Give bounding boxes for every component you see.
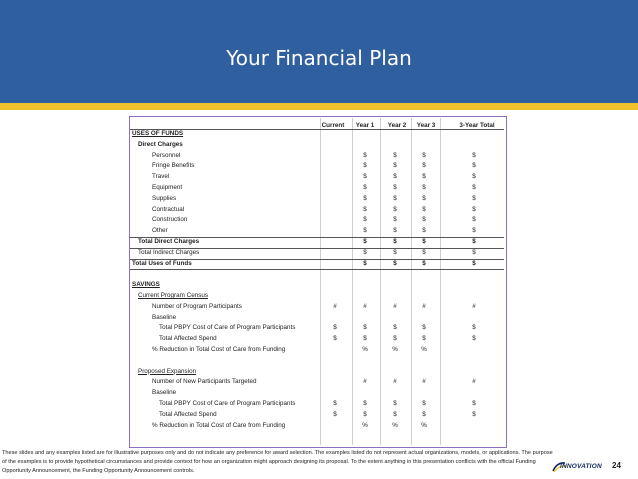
table-cell: $ [363,151,367,159]
row-label: Fringe Benefits [152,162,195,170]
table-cell: $ [422,410,426,418]
row-label: USES OF FUNDS [132,130,184,137]
row-label: Baseline [152,313,177,321]
table-cell: $ [472,162,476,170]
table-cell: $ [333,410,337,418]
table-cell: $ [393,335,397,343]
table-cell: $ [472,410,476,418]
row-separator [130,269,504,270]
table-cell: # [393,378,397,386]
table-cell: $ [363,194,367,202]
table-cell: $ [393,248,397,256]
row-label: Total Direct Charges [138,238,200,245]
row-label: Number of Program Participants [152,302,242,310]
row-label: % Reduction in Total Cost of Care from Funding [152,421,286,429]
row-label: Total Affected Spend [159,410,217,418]
table-cell: $ [393,173,397,181]
row-label: Travel [152,173,170,181]
row-label: Total PBPY Cost of Care of Program Participants [159,324,296,332]
table-cell: $ [363,400,367,407]
column-divider [380,118,381,445]
table-cell: $ [393,184,397,191]
column-header: 3-Year Total [459,122,495,129]
table-cell: $ [422,400,426,407]
table-cell: $ [333,324,337,332]
column-header: Current [321,122,345,129]
table-cell: $ [422,205,426,213]
row-label: Total Indirect Charges [138,248,200,256]
table-cell: $ [472,248,476,256]
table-cell: $ [422,259,426,267]
table-cell: # [422,378,426,386]
table-cell: $ [363,162,367,170]
table-cell: # [333,302,337,310]
column-divider [320,118,321,445]
table-cell: $ [393,238,397,245]
table-cell: $ [363,248,367,256]
row-label: Total Affected Spend [159,335,217,343]
table-cell: % [362,346,368,353]
table-cell: $ [472,400,476,407]
table-cell: $ [422,194,426,202]
row-label: % Reduction in Total Cost of Care from Funding [152,346,286,353]
row-label: Construction [152,216,188,224]
table-cell: % [362,421,368,429]
table-cell: $ [393,216,397,224]
table-cell: $ [422,324,426,332]
table-cell: # [472,378,476,386]
logo-text: INNOVATION [560,463,602,470]
page-number: 24 [612,461,621,470]
column-header: Year 1 [355,122,375,129]
table-cell: $ [472,238,476,245]
table-cell: $ [363,184,367,191]
slide-title: Your Financial Plan [226,46,412,70]
table-cell: $ [393,400,397,407]
table-cell: # [422,302,426,310]
table-cell: $ [363,335,367,343]
row-label: Personnel [152,151,181,159]
row-separator [130,237,504,238]
table-cell: $ [422,162,426,170]
header-stripe [0,103,638,110]
row-label: Total PBPY Cost of Care of Program Participants [159,400,296,407]
table-cell: % [421,421,427,429]
row-label: Contractual [152,205,185,213]
table-cell: $ [472,184,476,191]
table-cell: # [363,302,367,310]
table-cell: # [363,378,367,386]
table-cell: $ [472,324,476,332]
table-cell: $ [472,194,476,202]
row-label: Proposed Expansion [138,367,197,375]
table-cell: % [421,346,427,353]
table-cell: $ [363,205,367,213]
table-cell: % [392,421,398,429]
row-label: Supplies [152,194,177,202]
table-cell: $ [422,227,426,235]
row-separator [130,259,504,260]
table-cell: $ [422,173,426,181]
row-separator [130,248,504,249]
table-cell: $ [422,238,426,245]
row-label: Number of New Participants Targeted [152,378,257,386]
table-cell: $ [393,410,397,418]
table-cell: $ [422,184,426,191]
table-cell: $ [422,335,426,343]
table-cell: $ [363,173,367,181]
table-cell: # [472,302,476,310]
row-label: Other [152,227,168,235]
table-cell: # [393,302,397,310]
column-divider [440,118,441,445]
table-cell: $ [422,151,426,159]
table-cell: $ [393,162,397,170]
table-cell: $ [472,259,476,267]
table-cell: $ [472,205,476,213]
table-cell: $ [393,227,397,235]
table-cell: $ [333,400,337,407]
row-label: SAVINGS [132,281,160,289]
table-cell: $ [472,173,476,181]
table-cell: $ [422,248,426,256]
table-cell: $ [363,227,367,235]
table-cell: $ [363,410,367,418]
row-label: Current Program Census [138,292,208,299]
table-cell: $ [363,259,367,267]
table-cell: $ [363,324,367,332]
table-cell: $ [472,335,476,343]
table-cell: $ [422,216,426,224]
row-label: Total Uses of Funds [132,259,192,267]
table-cell: $ [472,216,476,224]
column-header: Year 3 [416,122,436,129]
header-rule [130,129,504,130]
row-label: Baseline [152,389,177,397]
table-cell: $ [393,151,397,159]
table-cell: $ [363,216,367,224]
row-label: Equipment [152,184,183,191]
table-cell: $ [393,259,397,267]
table-cell: $ [333,335,337,343]
table-cell: $ [472,227,476,235]
column-header: Year 2 [387,122,407,129]
table-cell: $ [393,194,397,202]
disclaimer-text: These slides and any examples listed are for illustrative purposes only and do not indicate any preference for award selection. The examples listed do not represent actual organizations, models, or applications. The purpose of the examples is to provide hypothetical circumstances and provide context for how an organization might approach designing its proposal. To the extent anything in this presentation conflicts with the official Funding Opportunity Announcement, the Funding Opportunity Announcement controls. [2,450,553,474]
table-cell: $ [363,238,367,245]
row-label: Direct Charges [138,140,183,148]
table-cell: $ [393,324,397,332]
table-cell: $ [472,151,476,159]
table-cell: % [392,346,398,353]
table-cell: $ [393,205,397,213]
